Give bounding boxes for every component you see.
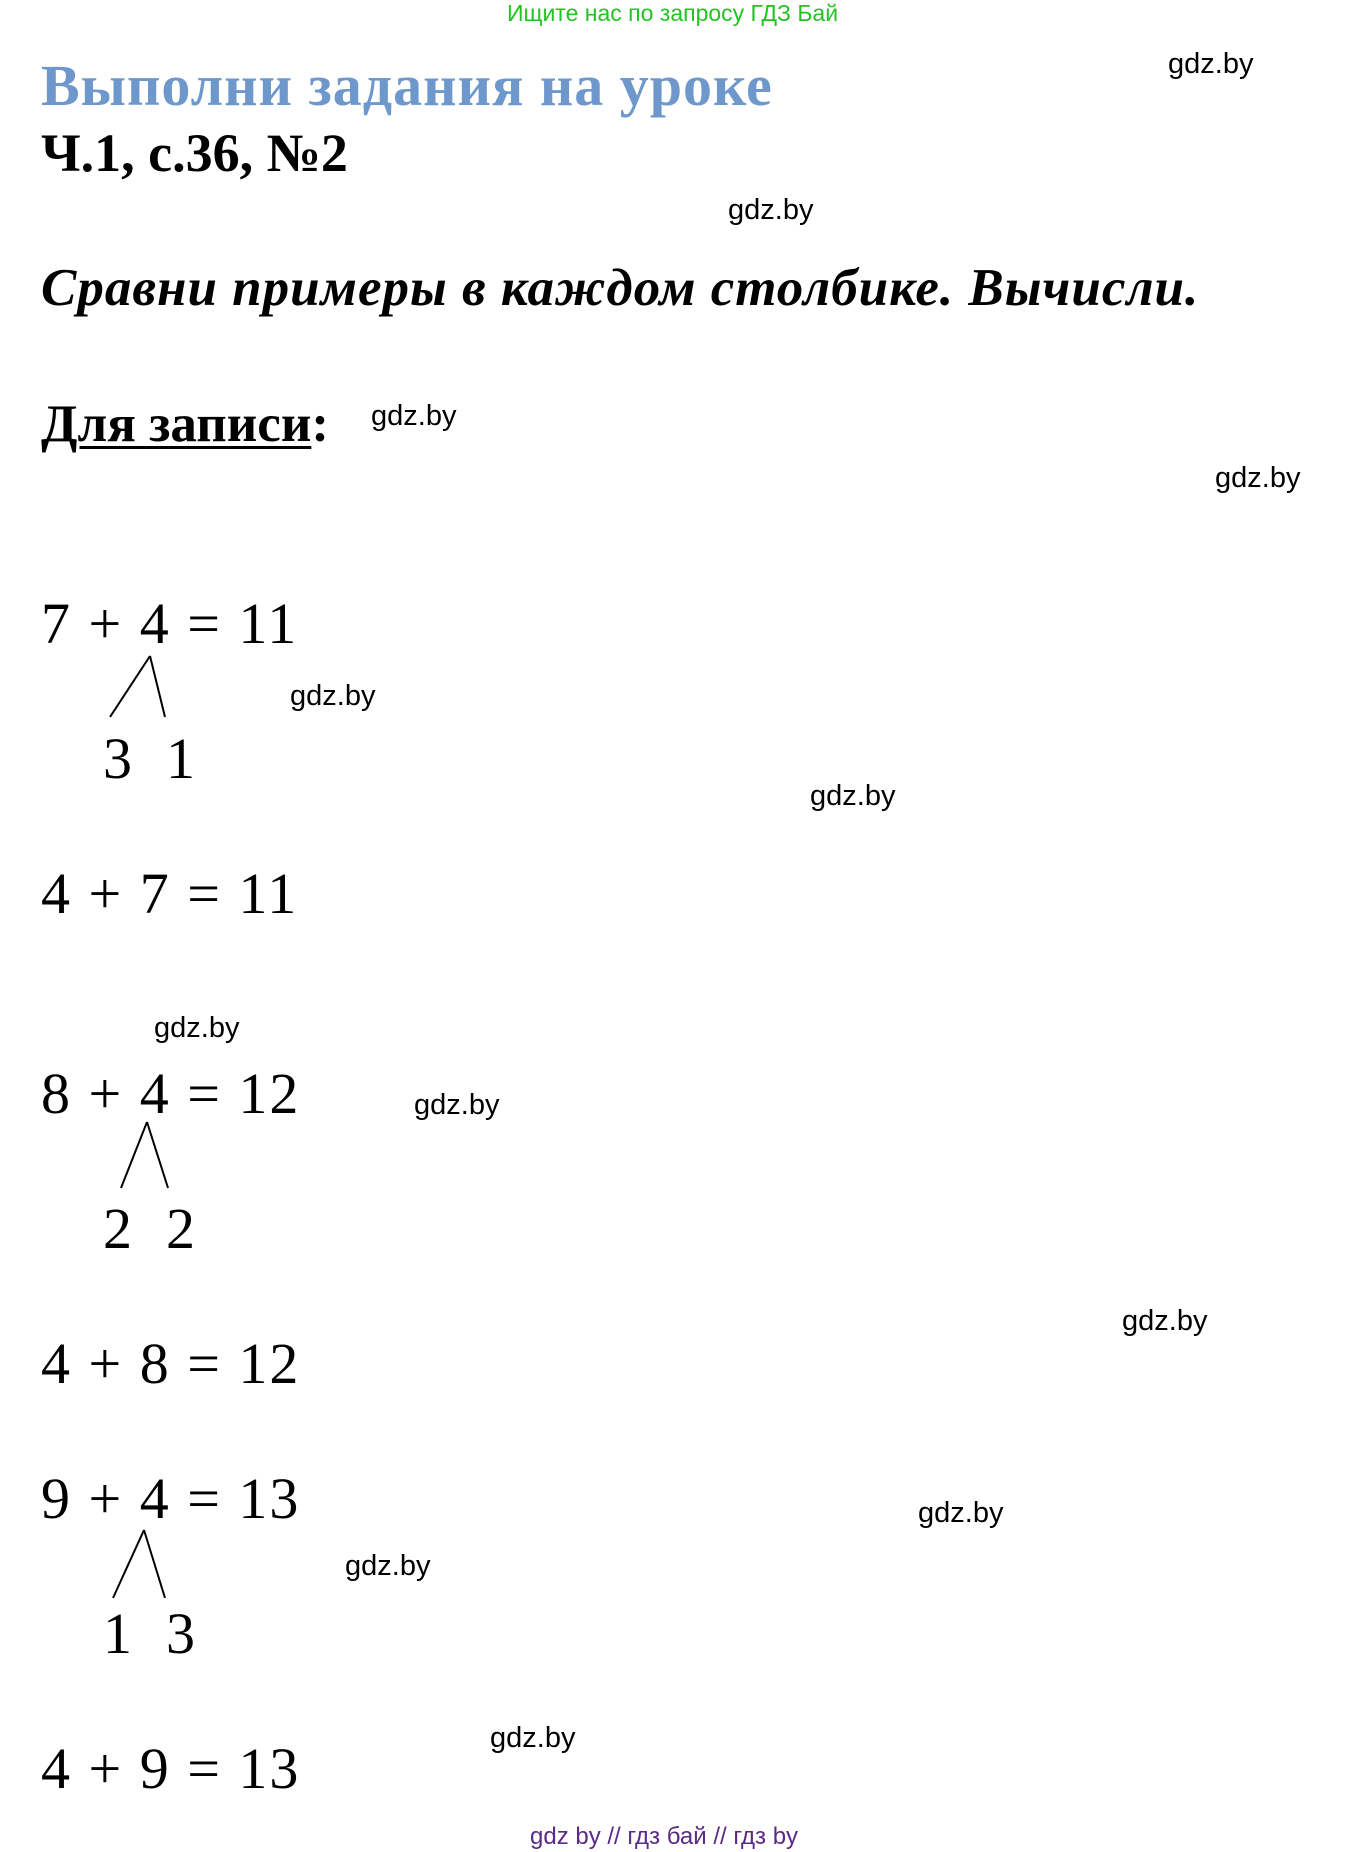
equation: 4 + 7 = 11 (41, 861, 299, 926)
watermark: gdz.by (918, 1497, 1004, 1529)
record-colon: : (311, 395, 330, 453)
watermark: gdz.by (1215, 462, 1301, 494)
equation: 9 + 4 = 13 (41, 1466, 301, 1531)
decomposition-part: 2 (103, 1196, 132, 1261)
footer-links: gdz by // гдз бай // гдз by (530, 1823, 799, 1850)
equation: 8 + 4 = 12 (41, 1061, 301, 1126)
watermark: gdz.by (1122, 1305, 1208, 1337)
decomposition-branch (0, 0, 1, 1)
page-title: Выполни задания на уроке (41, 53, 773, 118)
decomposition-part: 1 (166, 726, 195, 791)
decomposition-part: 2 (166, 1196, 195, 1261)
watermark: gdz.by (345, 1550, 431, 1582)
task-instruction: Сравни примеры в каждом столбике. Вычисли. (41, 259, 1200, 317)
record-heading (41, 394, 329, 454)
equation: 4 + 9 = 13 (41, 1736, 301, 1801)
decomposition-part: 3 (103, 726, 132, 791)
watermark: gdz.by (728, 194, 814, 226)
top-banner: Ищите нас по запросу ГДЗ Бай (507, 0, 839, 26)
watermark: gdz.by (490, 1722, 576, 1754)
equation: 4 + 8 = 12 (41, 1331, 301, 1396)
watermark: gdz.by (154, 1012, 240, 1044)
watermark: gdz.by (371, 400, 457, 432)
watermark: gdz.by (290, 680, 376, 712)
watermark: gdz.by (1168, 48, 1254, 80)
task-reference: Ч.1, с.36, №2 (41, 123, 348, 183)
record-label: Для записи (41, 395, 312, 453)
decomposition-part: 3 (166, 1601, 195, 1666)
decomposition-part: 1 (103, 1601, 132, 1666)
watermark: gdz.by (414, 1089, 500, 1121)
watermark: gdz.by (810, 780, 896, 812)
equation: 7 + 4 = 11 (41, 591, 299, 656)
